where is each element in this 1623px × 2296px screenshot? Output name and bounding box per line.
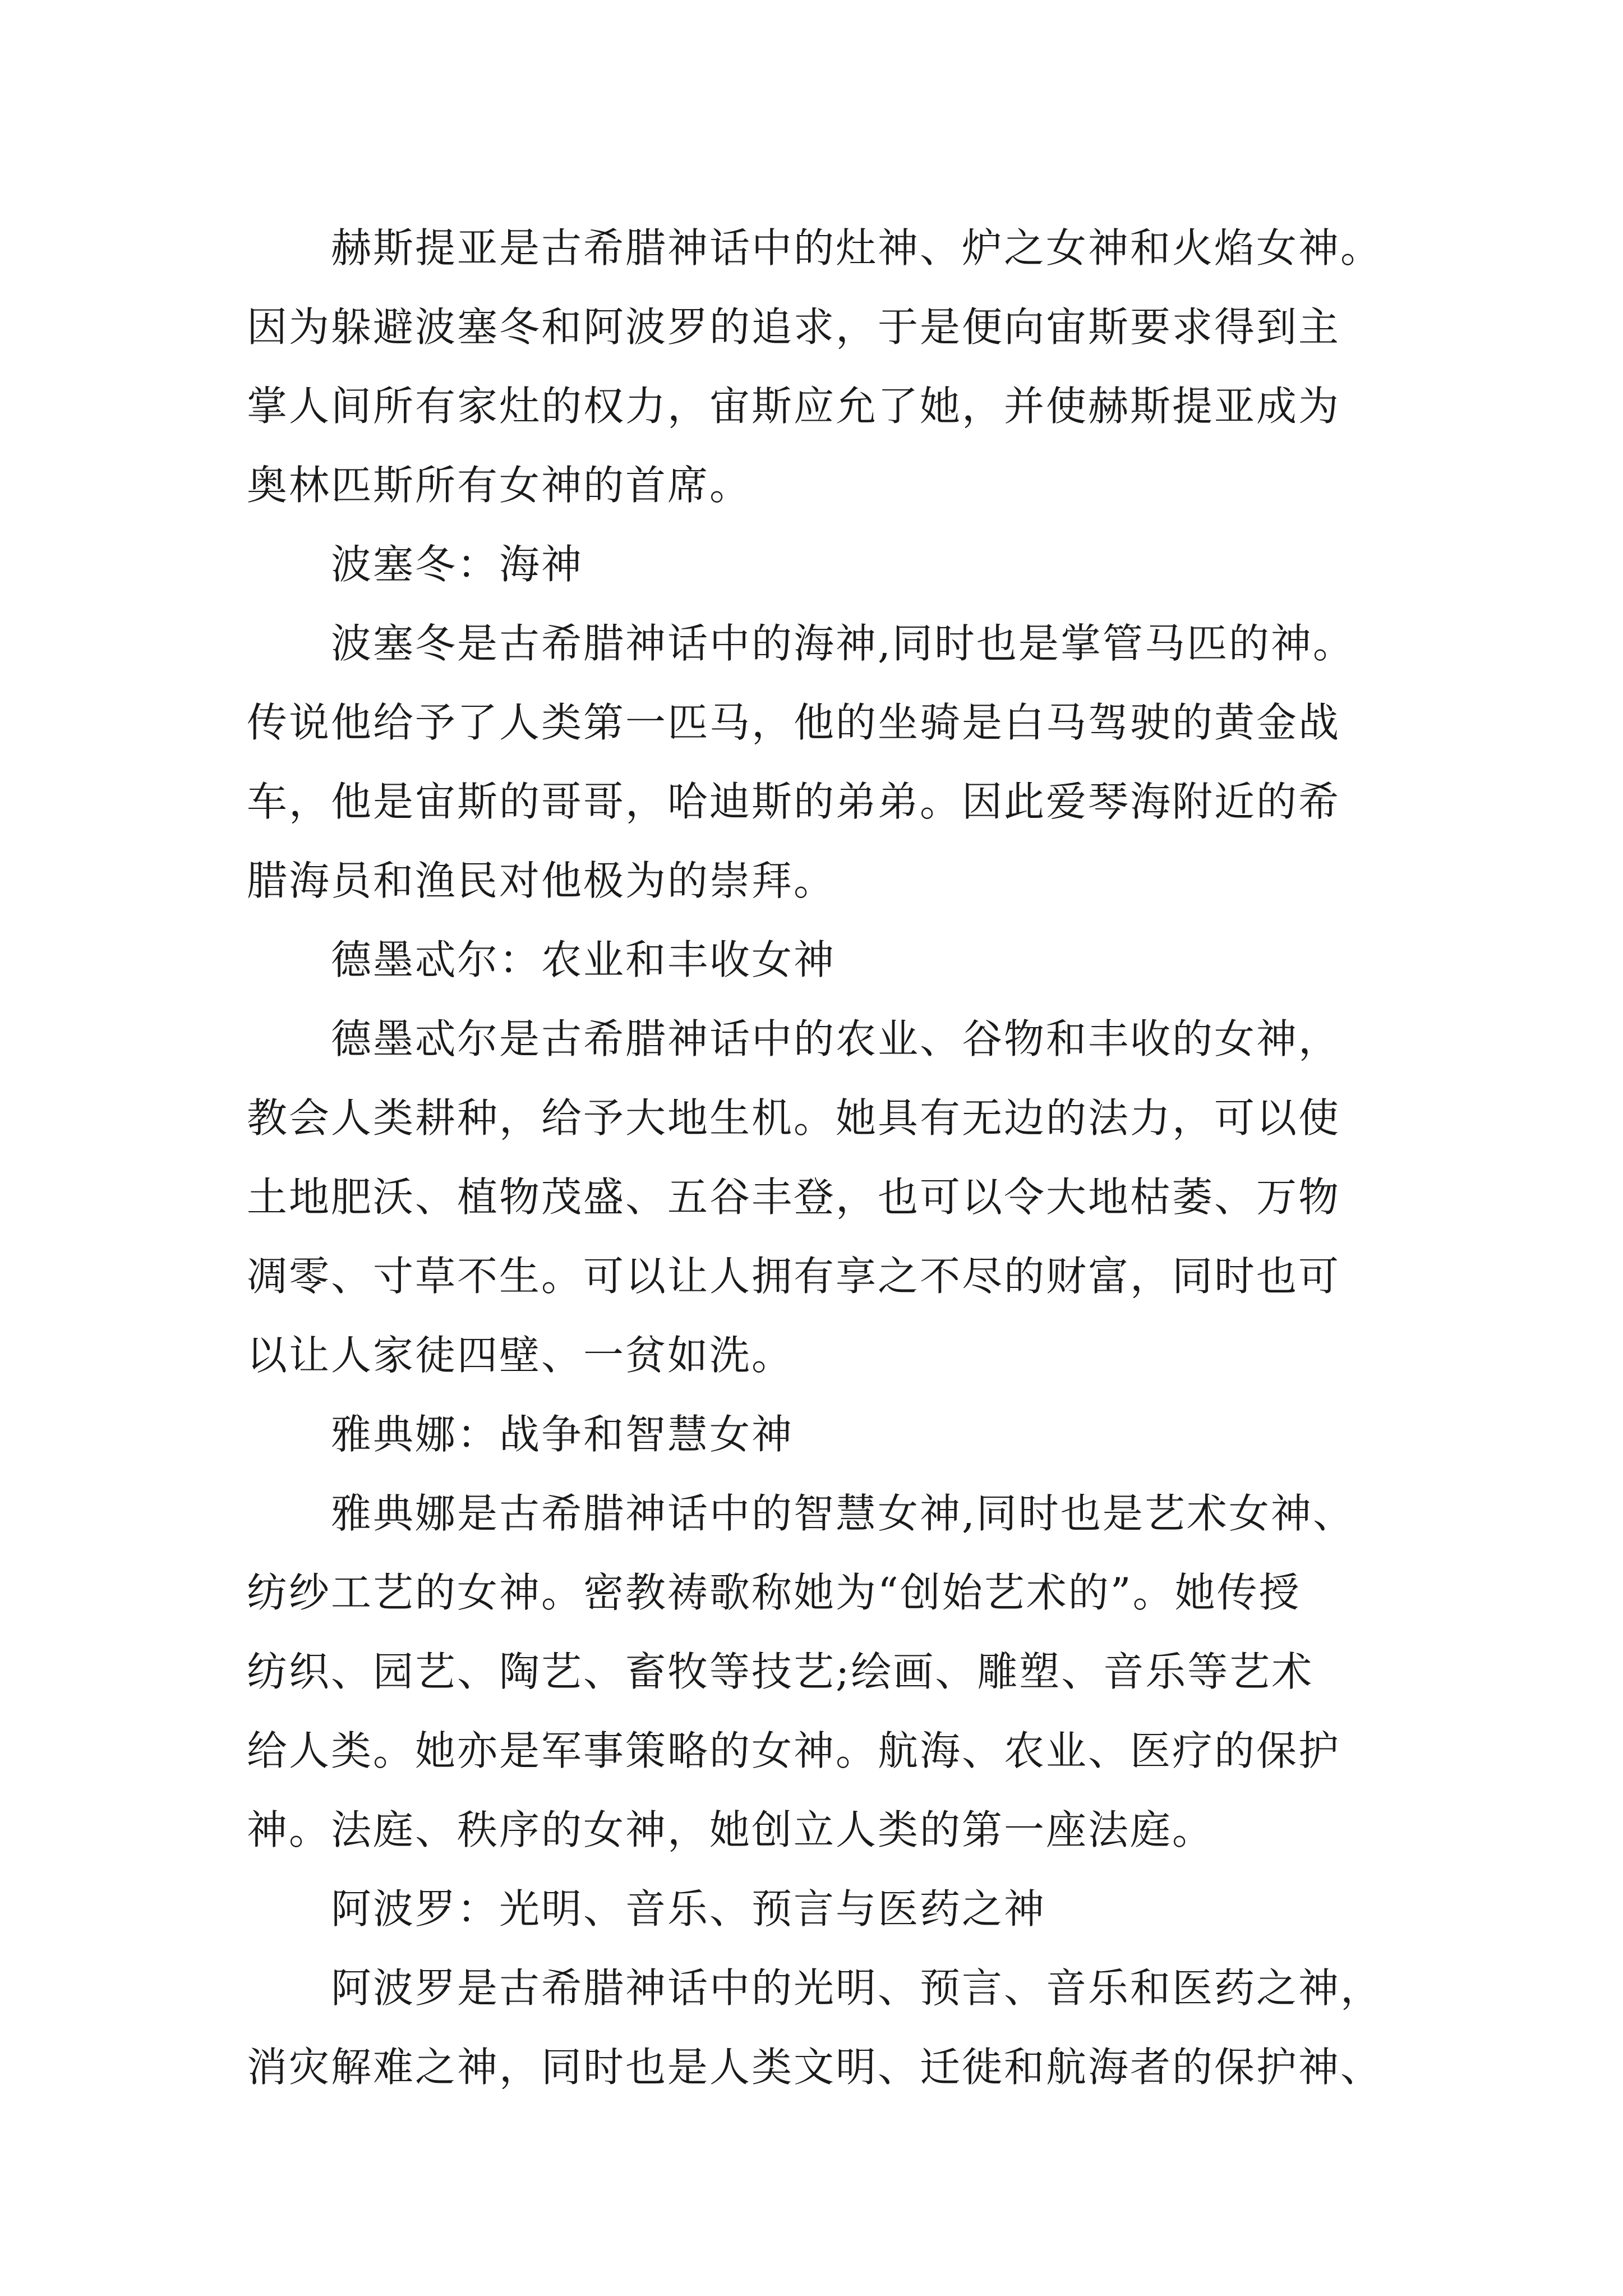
paragraph-line: 车，他是宙斯的哥哥，哈迪斯的弟弟。因此爱琴海附近的希: [247, 778, 1341, 825]
paragraph-line: 土地肥沃、植物茂盛、五谷丰登，也可以令大地枯萎、万物: [247, 1174, 1341, 1221]
section-heading: 阿波罗：光明、音乐、预言与医药之神: [331, 1885, 1046, 1932]
paragraph-line: 神。法庭、秩序的女神，她创立人类的第一座法庭。: [247, 1806, 1215, 1853]
paragraph-line: 雅典娜是古希腊神话中的智慧女神,同时也是艺术女神、: [331, 1490, 1355, 1537]
paragraph: [247, 1474, 1424, 1870]
paragraph: [247, 604, 1424, 921]
paragraph-line: 因为躲避波塞冬和阿波罗的追求，于是便向宙斯要求得到主: [247, 303, 1341, 351]
paragraph-line: 以让人家徒四壁、一贫如洗。: [247, 1332, 794, 1379]
paragraph-line: 纺纱工艺的女神。密教祷歌称她为“创始艺术的”。她传授: [247, 1569, 1301, 1616]
paragraph-line: 波塞冬是古希腊神话中的海神,同时也是掌管马匹的神。: [331, 620, 1355, 667]
paragraph-line: 腊海员和渔民对他极为的崇拜。: [247, 857, 836, 904]
paragraph: [247, 1000, 1424, 1395]
paragraph-line: 传说他给予了人类第一匹马，他的坐骑是白马驾驶的黄金战: [247, 699, 1341, 746]
paragraph-line: 德墨忒尔是古希腊神话中的农业、谷物和丰收的女神，: [331, 1015, 1341, 1062]
paragraph-line: 教会人类耕种，给予大地生机。她具有无边的法力，可以使: [247, 1094, 1341, 1142]
section-heading: 雅典娜：战争和智慧女神: [331, 1411, 794, 1458]
paragraph: [247, 1949, 1424, 2107]
document-body: [247, 209, 1424, 2107]
section-heading: 德墨忒尔：农业和丰收女神: [331, 936, 836, 983]
paragraph-line: 给人类。她亦是军事策略的女神。航海、农业、医疗的保护: [247, 1727, 1341, 1774]
section-heading: 波塞冬：海神: [331, 541, 584, 588]
paragraph-line: 阿波罗是古希腊神话中的光明、预言、音乐和医药之神，: [331, 1964, 1383, 2012]
paragraph-line: 赫斯提亚是古希腊神话中的灶神、炉之女神和火焰女神。: [331, 224, 1383, 272]
paragraph-line: 掌人间所有家灶的权力，宙斯应允了她，并使赫斯提亚成为: [247, 383, 1341, 430]
paragraph-line: 奥林匹斯所有女神的首席。: [247, 462, 752, 509]
paragraph-line: 凋零、寸草不生。可以让人拥有享之不尽的财富，同时也可: [247, 1253, 1341, 1300]
paragraph-line: 消灾解难之神，同时也是人类文明、迁徙和航海者的保护神、: [247, 2044, 1383, 2091]
paragraph: [247, 209, 1424, 525]
paragraph-line: 纺织、园艺、陶艺、畜牧等技艺;绘画、雕塑、音乐等艺术: [247, 1648, 1314, 1695]
